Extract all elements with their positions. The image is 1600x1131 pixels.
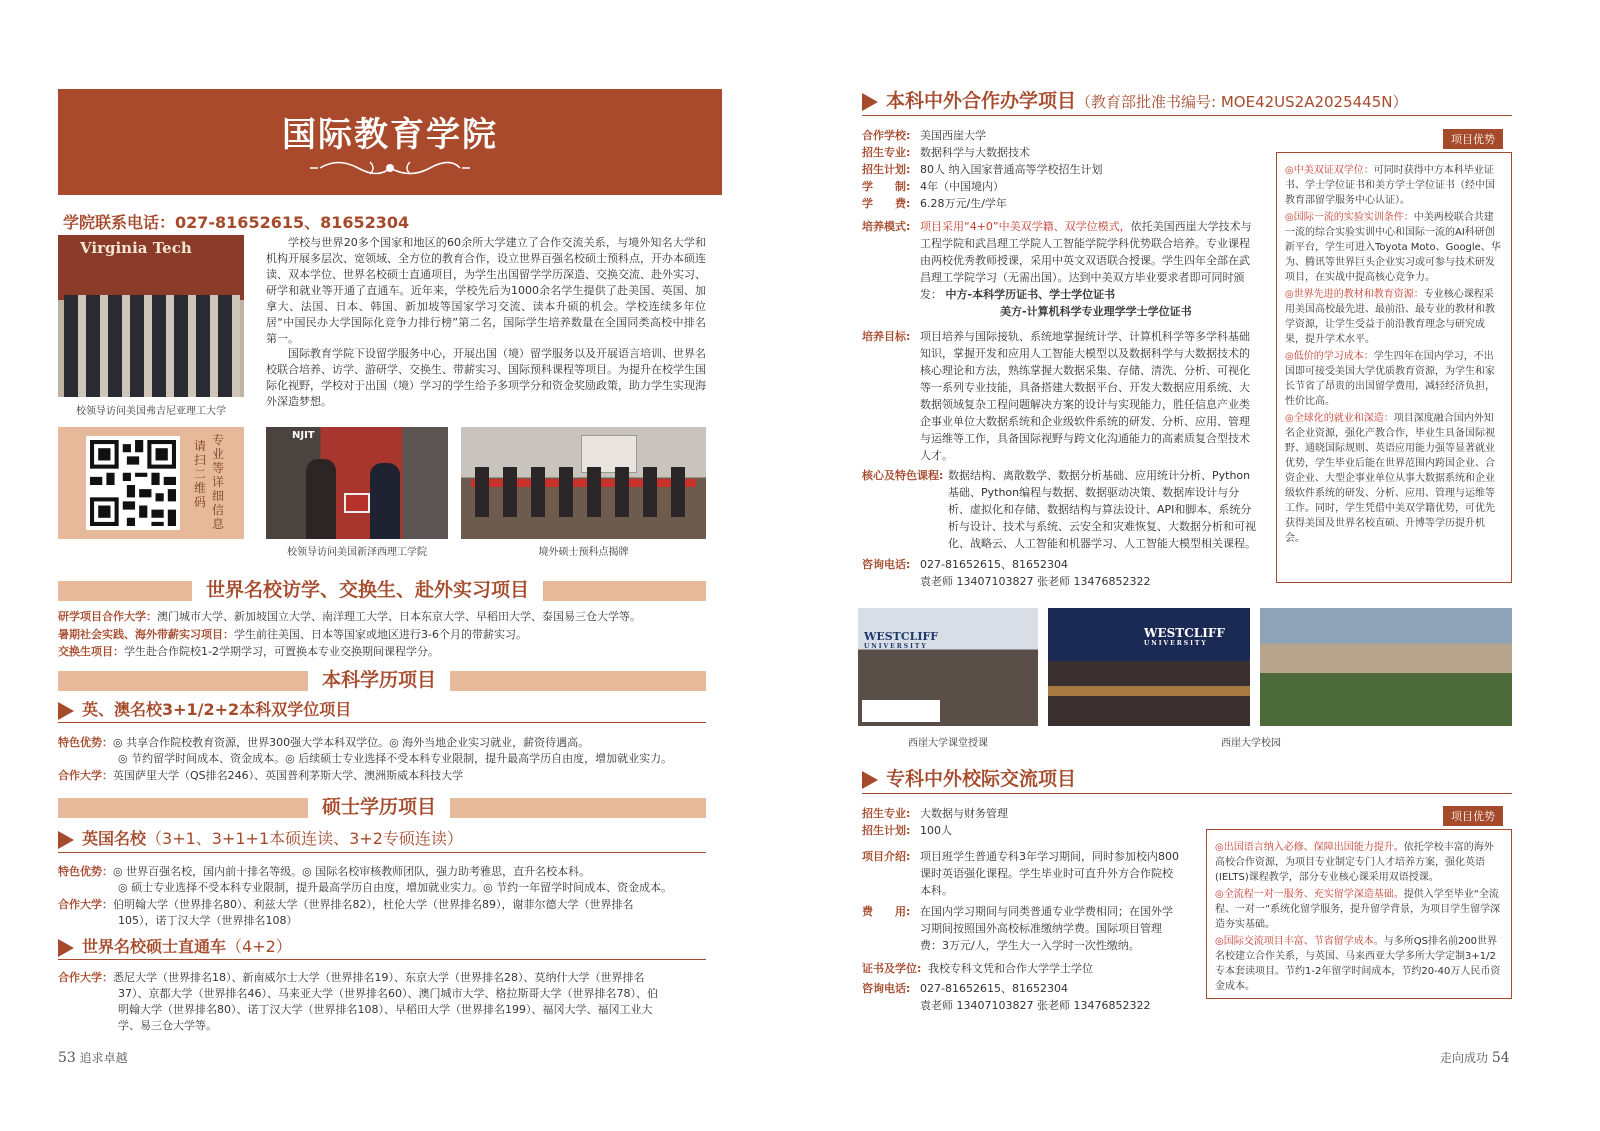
project2-facts <box>862 805 1192 839</box>
advantage-item: ◎国际交流项目丰富、节省留学成本。与多所QS排名前200世界名校建立合作关系，与英国、马来西亚大学多所大学定制3+1/2专本套读项目。节约1-2年留学时间成本，节约20-40万人民币资金成本。 <box>1215 936 1501 992</box>
project-facts <box>862 127 1262 212</box>
advantage-item: ◎低价的学习成本：学生四年在国内学习，不出国即可接受美国大学优质教育资源，为学生和家长节省了昂贵的出国留学费用，减轻经济负担，性价比高。 <box>1285 351 1495 407</box>
qr-code[interactable] <box>86 436 180 530</box>
qr-text: 请扫二维码 <box>194 439 207 509</box>
subsection-title: 英、澳名校3+1/2+2本科双学位项目 <box>58 697 351 720</box>
advantage-item: ◎中美双证双学位：可同时获得中方本科毕业证书、学士学位证书和美方学士学位证书（经中国教育部留学服务中心认证）。 <box>1285 165 1495 206</box>
project2-fee: 费 用: 在国内学习期间与同类普通专业学费相同；在国外学习期间按照国外高校标准缴纳学费。国际项目管理费：3万元/人，学生大一入学时一次性缴纳。 <box>862 905 1173 952</box>
project2-cert: 证书及学位: 我校专科文凭和合作大学学士学位 <box>862 962 1093 975</box>
divider <box>58 959 706 960</box>
photo-classroom <box>858 608 1038 726</box>
intro-paragraph-2: 国际教育学院下设留学服务中心，开展出国（境）留学服务以及开展语言培训、世界名校联合培养、访学、游研学、交换生、带薪实习、国际预科课程等项目。为提升在校学生国际化视野，学校对于出国（境）学习的学生给予多项学分和资金奖励政策，助力学生实现海外深造梦想。 <box>266 347 706 408</box>
triangle-icon <box>58 939 74 957</box>
subsection-title: 世界名校硕士直通车（4+2） <box>58 934 292 957</box>
sub3-partner-4: 学、易三仓大学等。 <box>118 1019 217 1032</box>
photo-virginia-tech <box>58 235 244 397</box>
page-number: 54 <box>1491 1050 1510 1066</box>
triangle-icon <box>58 831 74 849</box>
divider <box>58 722 706 723</box>
fact-row: 招生计划: 80人 纳入国家普通高等学校招生计划 <box>862 163 1103 176</box>
sub2-partner-1: 合作大学：伯明翰大学（世界排名80）、利兹大学（世界排名82），杜伦大学（世界排名89），谢菲尔德大学（世界排名 <box>58 898 634 911</box>
project-title: 本科中外合作办学项目（教育部批准书编号: MOE42US2A2025445N） <box>862 86 1407 113</box>
banner <box>58 89 722 195</box>
photo-sign: Virginia Tech <box>80 239 192 257</box>
advantage-item: ◎全球化的就业和深造：项目深度融合国内外知名企业资源，强化产教合作，毕业生具备国际视野、通晓国际规则、英语应用能力强等显著就业优势，学生毕业后能在世界范围内跨国企业、合资企业、大型企事业单位从事大数据系统和企业级软件系统的研发、分析、应用、管理与运维等工作。同时，学生凭借中美双学籍优势，可优先获得美国及世界名校直硕、升博等学历提升机会。 <box>1285 413 1495 544</box>
advantage-box <box>1276 152 1512 583</box>
page-number: 53 <box>58 1050 76 1066</box>
project2-intro: 项目介绍: 项目班学生普通专科3年学习期间，同时参加校内800课时英语强化课程。学生毕业时可直升外方合作院校本科。 <box>862 850 1179 897</box>
divider <box>862 793 1512 794</box>
fact-row: 合作学校: 美国西崖大学 <box>862 129 986 142</box>
core-courses: 核心及特色课程: 数据结构、离散数学、数据分析基础、应用统计分析、Python基础、Python编程与数据、数据驱动决策、数据库设计与分析、虚拟化和存储、数据结构与算法设计、API和脚本、系统分析与设计、技术与系统、云安全和灾难恢复、大数据分析和可视化、战略云、人工智能和机器学习、人工智能大模型相关课程。 <box>862 469 1256 550</box>
advantage-item: ◎国际一流的实验实训条件：中美两校联合共建一流的综合实验实训中心和国际一流的AI科研创新平台，学生可进入Toyota Moto、Google、华为、腾讯等世界巨头企业实习或可参与技术研发项目，在实战中提高核心竞争力。 <box>1285 212 1501 283</box>
divider <box>862 115 1512 116</box>
page-footer-right <box>1440 1049 1510 1066</box>
subsection-title: 英国名校（3+1、3+1+1本硕连读、3+2专硕连读） <box>58 826 463 849</box>
photo-caption: 校领导访问美国弗吉尼亚理工大学 <box>76 406 226 417</box>
sub3-partner-1: 合作大学：悉尼大学（世界排名18）、新南威尔士大学（世界排名19）、东京大学（世界排名28）、莫纳什大学（世界排名 <box>58 971 645 984</box>
photo-caption: 校领导访问美国新泽西理工学院 <box>287 547 427 558</box>
intro-paragraph-1: 学校与世界20多个国家和地区的60余所大学建立了合作交流关系，与境外知名大学和机构开展多层次、宽领域、全方位的教育合作，设立世界百强名校硕士预科点，开办本硕连读、双本学位、世界名校硕士直通项目，为学生出国留学学历深造、交换交流、赴外实习、研学和就业等开通了直通车。近年来，学校先后为1000余名学生提供了赴美国、英国、加拿大、法国、日本、韩国、新加坡等国家学习交流、读本升硕的机会。学校连续多年位居“中国民办大学国际化竞争力排行榜”第二名，国际学生培养数量在全国同类高校中排名第一。 <box>266 236 706 345</box>
sub2-feature-2: ◎ 硕士专业选择不受本科专业限制，提升最高学历自由度，增加就业实力。◎ 节约一年留学时间成本、资金成本。 <box>118 881 673 894</box>
photo-caption: 境外硕士预科点揭牌 <box>538 547 629 558</box>
sec1-line-2: 暑期社会实践、海外带薪实习项目：学生前往美国、日本等国家或地区进行3-6个月的带薪实习。 <box>58 628 527 641</box>
page-footer-left <box>58 1049 128 1066</box>
fact-row: 招生专业: 数据科学与大数据技术 <box>862 146 1030 159</box>
sub1-feature-2: ◎ 节约留学时间成本、资金成本。◎ 后续硕士专业选择不受本科专业限制，提升最高学历自由度，增加就业实力。 <box>118 752 673 765</box>
section-bar <box>58 798 706 818</box>
fact-row: 学 制: 4年（中国境内） <box>862 180 1004 193</box>
page-label: 追求卓越 <box>79 1051 128 1065</box>
advantage-box <box>1206 829 1512 999</box>
photo-caption: 西崖大学课堂授课 <box>908 738 988 749</box>
qr-panel <box>58 427 244 539</box>
section-title: 本科学历项目 <box>308 666 450 694</box>
sub2-feature-1: 特色优势：◎ 世界百强名校，国内前十排名等级。◎ 国际名校审核教师团队，强力助考雅思，直升名校本科。 <box>58 865 591 878</box>
photo-njit <box>266 427 448 539</box>
westcliff-logo: WESTCLIFF UNIVERSITY <box>864 630 939 650</box>
section-title: 硕士学历项目 <box>308 793 450 821</box>
ornament-icon <box>58 155 722 181</box>
consult-phone: 咨询电话: 027-81652615、81652304 袁老师 13407103827 张老师 13476852322 <box>862 558 1151 588</box>
photo-sign: NJIT <box>292 430 315 441</box>
page-label: 走向成功 <box>1440 1051 1489 1065</box>
advantage-item: ◎出国语言纳入必修、保障出国能力提升。依托学校丰富的海外高校合作资源，为项目专业制定专门人才培养方案，强化英语(IELTS)课程教学，部分专业核心课采用双语授课。 <box>1215 842 1494 883</box>
sub1-partner: 合作大学：英国萨里大学（QS排名246）、英国普利茅斯大学、澳洲斯威本科技大学 <box>58 769 464 782</box>
sub3-partner-2: 37）、京都大学（世界排名46）、马来亚大学（世界排名60）、澳门城市大学、格拉斯哥大学（世界排名78）、伯 <box>118 987 658 1000</box>
project-title: 专科中外校际交流项目 <box>862 764 1076 791</box>
qr-text-2: 专业等详细信息 <box>212 433 225 531</box>
advantage-tag: 项目优势 <box>1443 129 1503 149</box>
project2-consult: 咨询电话: 027-81652615、81652304 袁老师 13407103827 张老师 13476852322 <box>862 982 1151 1012</box>
advantage-list <box>1215 840 1503 994</box>
triangle-icon <box>862 771 878 789</box>
sub2-partner-2: 105），诺丁汉大学（世界排名108） <box>118 914 298 927</box>
advantage-item: ◎世界先进的教材和教育资源：专业核心课程采用美国高校最先进、最前沿、最专业的教材和教学资源，让学生受益于前沿教育理念与研究成果，提升学术水平。 <box>1285 289 1495 345</box>
sec1-line-1: 研学项目合作大学：澳门城市大学、新加坡国立大学、南洋理工大学、日本东京大学、早稻田大学、泰国易三仓大学等。 <box>58 610 641 623</box>
advantage-item: ◎全流程一对一服务、充实留学深造基础。提供入学至毕业“全流程、一对一”系统化留学服务，提升留学背景，为项目学生留学深造夯实基础。 <box>1215 889 1501 930</box>
contact-phone: 学院联系电话：027-81652615、81652304 <box>63 213 410 232</box>
photo-campus-building <box>1048 608 1250 726</box>
westcliff-logo: WESTCLIFF UNIVERSITY <box>1144 626 1225 647</box>
training-mode: 培养模式: 项目采用“4+0”中美双学籍、双学位模式，依托美国西崖大学技术与工程学院和武昌理工学院人工智能学院学科优势联合培养。专业课程由两校优秀教师授课，采用中英文双语联合授课。学生四年全部在武昌理工学院学习（无需出国）。达到中美双方毕业要求者即可同时颁发： 中方-本科学历证书、学士学位证书 美方-计算机科学专业理学学士学位证书 <box>862 220 1252 318</box>
photo-campus-aerial <box>1260 608 1512 726</box>
advantage-tag: 项目优势 <box>1443 806 1503 826</box>
section-title: 世界名校访学、交换生、赴外实习项目 <box>192 576 543 604</box>
fact-row: 学 费: 6.28万元/生/学年 <box>862 197 1007 210</box>
triangle-icon <box>862 93 878 111</box>
divider <box>58 852 706 853</box>
triangle-icon <box>58 702 74 720</box>
fact-row: 招生专业: 大数据与财务管理 <box>862 807 1008 820</box>
advantage-list <box>1285 163 1503 546</box>
sec1-line-3: 交换生项目：学生赴合作院校1-2学期学习，可置换本专业交换期间课程学分。 <box>58 645 439 658</box>
section-bar <box>58 581 706 601</box>
photo-ceremony <box>461 427 706 539</box>
banner-title: 国际教育学院 <box>282 115 498 155</box>
training-goal: 培养目标: 项目培养与国际接轨、系统地掌握统计学、计算机科学等多学科基础知识，掌握开发和应用人工智能大模型以及数据科学与大数据技术的核心理论和方法，熟练掌握大数据采集、存储、清洗、分析、可视化等一系列专业技能，具备搭建大数据平台、开发大数据应用系统、大数据领域复杂工程问题解决方案的设计与实现能力，胜任信息产业类企事业单位大数据系统和企业级软件系统的研发、分析、应用、管理与运维等工作，具备国际视野与跨文化沟通能力的高素质复合型技术人才。 <box>862 330 1250 462</box>
qr-icon <box>90 440 176 526</box>
sub1-feature-1: 特色优势：◎ 共享合作院校教育资源，世界300强大学本科双学位。◎ 海外当地企业实习就业，薪资待遇高。 <box>58 736 590 749</box>
fact-row: 招生计划: 100人 <box>862 824 952 837</box>
sub3-partner-3: 明翰大学（世界排名80）、诺丁汉大学（世界排名108）、早稻田大学（世界排名199）、福冈大学、福冈工业大 <box>118 1003 653 1016</box>
photo-caption: 西崖大学校园 <box>1221 738 1281 749</box>
section-bar <box>58 671 706 691</box>
